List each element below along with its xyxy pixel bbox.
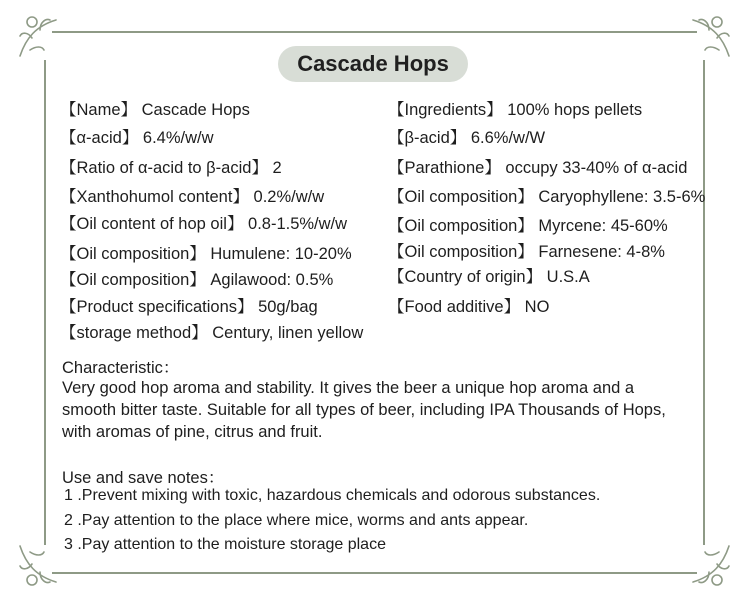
note-item: 1 .Prevent mixing with toxic, hazardous chemicals and odorous substances. (64, 487, 601, 504)
spec-value: Agilawood: 0.5% (205, 271, 334, 289)
spec-value: NO (520, 298, 550, 316)
spec-value: 2 (267, 159, 282, 177)
corner-floral-bottom-left-icon (12, 542, 64, 594)
spec-oil-agilawood: 【Oil composition】 Agilawood: 0.5% (60, 271, 334, 289)
characteristic-paragraph (62, 377, 722, 443)
spec-value: Century, linen yellow (207, 324, 364, 342)
spec-value: 0.8-1.5%/w/w (243, 215, 348, 233)
spec-value: U.S.A (542, 268, 590, 286)
spec-label: Xanthohumol content (76, 188, 233, 206)
corner-floral-top-right-icon (685, 8, 737, 60)
notes-heading: Use and save notes： (62, 469, 225, 487)
spec-oil-myrcene: 【Oil composition】 Myrcene: 45-60% (388, 217, 668, 235)
spec-value: 0.2%/w/w (248, 188, 325, 206)
frame-right-line (703, 60, 705, 545)
corner-floral-top-left-icon (12, 8, 64, 60)
spec-label: Parathione (404, 159, 485, 177)
spec-value: 100% hops pellets (502, 101, 643, 119)
spec-value: occupy 33-40% of α-acid (500, 159, 688, 177)
spec-name: 【Name】 Cascade Hops (60, 101, 250, 119)
note-item: 2 .Pay attention to the place where mice, worms and ants appear. (64, 512, 529, 529)
spec-value: Humulene: 10-20% (205, 245, 352, 263)
spec-oil-caryophyllene: 【Oil composition】 Caryophyllene: 3.5-6% (388, 188, 706, 206)
characteristic-heading: Characteristic： (62, 359, 180, 377)
corner-floral-bottom-right-icon (685, 542, 737, 594)
spec-alpha-acid: 【α-acid】 6.4%/w/w (60, 129, 214, 147)
characteristic-line: smooth bitter taste. Suitable for all types of beer, including IPA Thousands of Hops, (62, 401, 666, 419)
spec-label: Name (76, 101, 121, 119)
spec-storage-method: 【storage method】 Century, linen yellow (60, 324, 364, 342)
spec-hop-oil-content: 【Oil content of hop oil】 0.8-1.5%/w/w (60, 215, 348, 233)
spec-label: Oil composition (76, 245, 190, 263)
spec-label: Oil composition (404, 217, 518, 235)
spec-label: Oil composition (404, 243, 518, 261)
spec-value: Caryophyllene: 3.5-6% (533, 188, 706, 206)
spec-label: Ratio of α-acid to β-acid (76, 159, 252, 177)
spec-oil-farnesene: 【Oil composition】 Farnesene: 4-8% (388, 243, 665, 261)
characteristic-line: Very good hop aroma and stability. It gives the beer a unique hop aroma and a (62, 379, 635, 397)
spec-label: β-acid (404, 129, 450, 147)
spec-label: Food additive (404, 298, 504, 316)
characteristic-line: with aromas of pine, citrus and fruit. (62, 423, 323, 441)
spec-label: Oil composition (76, 271, 190, 289)
spec-product-specifications: 【Product specifications】 50g/bag (60, 298, 318, 316)
spec-country-of-origin: 【Country of origin】 U.S.A (388, 268, 590, 286)
spec-value: Cascade Hops (137, 101, 250, 119)
spec-value: 6.6%/w/W (466, 129, 546, 147)
frame-bottom-line (52, 572, 697, 574)
spec-label: Ingredients (404, 101, 487, 119)
spec-value: 6.4%/w/w (138, 129, 214, 147)
spec-label: α-acid (76, 129, 122, 147)
spec-beta-acid: 【β-acid】 6.6%/w/W (388, 129, 546, 147)
frame-left-line (44, 60, 46, 545)
spec-value: Farnesene: 4-8% (533, 243, 665, 261)
spec-label: Country of origin (404, 268, 526, 286)
spec-label: Product specifications (76, 298, 237, 316)
frame-top-line (52, 31, 697, 33)
note-item: 3 .Pay attention to the moisture storage place (64, 536, 386, 553)
spec-parathione: 【Parathione】 occupy 33-40% of α-acid (388, 159, 688, 177)
spec-label: Oil content of hop oil (76, 215, 227, 233)
spec-value: 50g/bag (253, 298, 318, 316)
spec-alpha-beta-ratio: 【Ratio of α-acid to β-acid】 2 (60, 159, 282, 177)
page-title: Cascade Hops (278, 46, 468, 82)
spec-food-additive: 【Food additive】 NO (388, 298, 550, 316)
spec-label: Oil composition (404, 188, 518, 206)
spec-label: storage method (76, 324, 192, 342)
spec-oil-humulene: 【Oil composition】 Humulene: 10-20% (60, 245, 352, 263)
spec-ingredients: 【Ingredients】 100% hops pellets (388, 101, 643, 119)
spec-xanthohumol: 【Xanthohumol content】 0.2%/w/w (60, 188, 325, 206)
spec-value: Myrcene: 45-60% (533, 217, 668, 235)
